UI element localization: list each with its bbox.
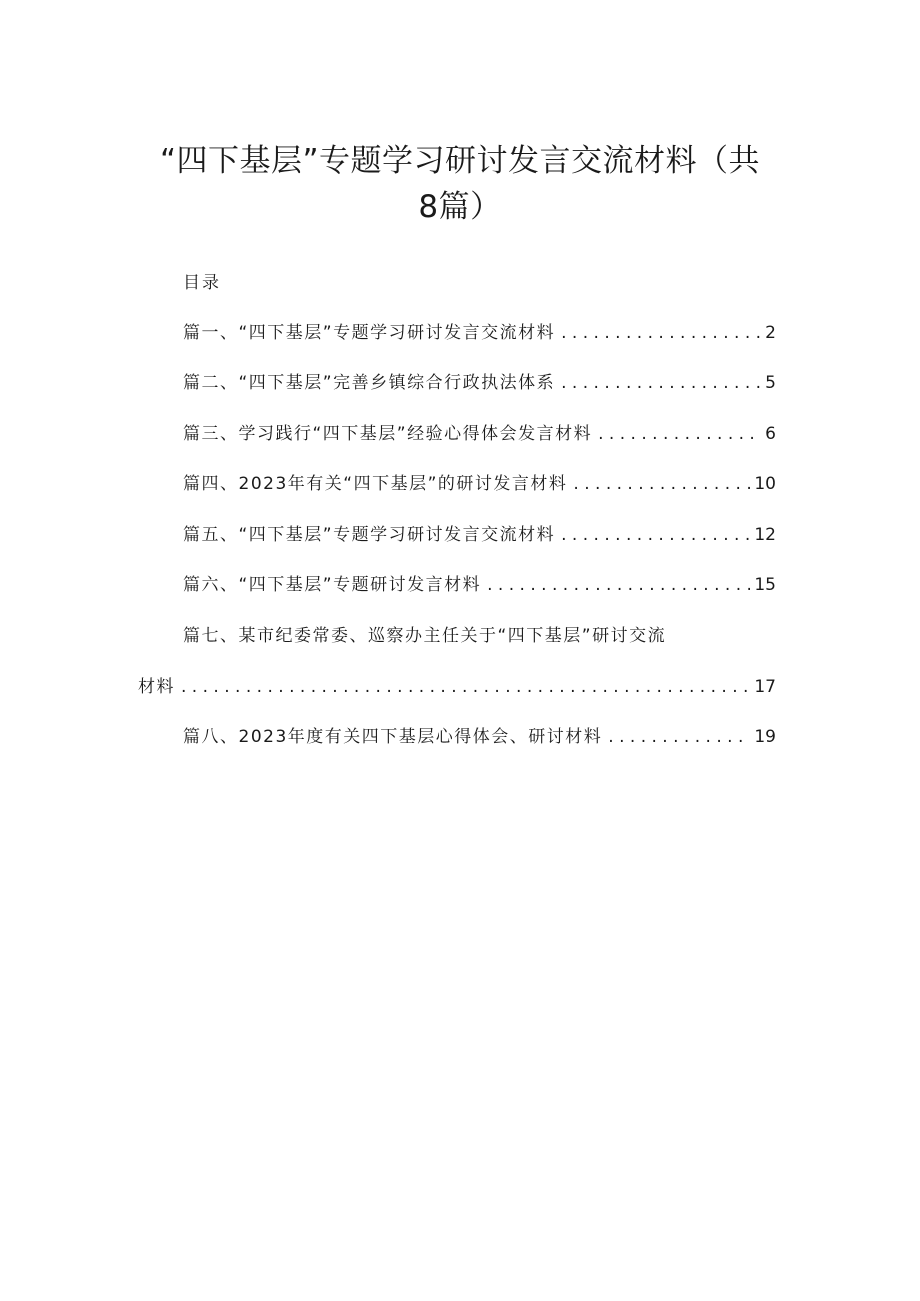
toc-page-number: 2 xyxy=(765,323,776,343)
toc-entry-label: 篇五、“四下基层”专题学习研讨发言交流材料 xyxy=(183,525,556,545)
toc-page-number: 19 xyxy=(754,727,776,747)
toc-entry-label: 篇三、学习践行“四下基层”经验心得体会发言材料 xyxy=(183,424,593,444)
toc-entry-label: 篇八、2023年度有关四下基层心得体会、研讨材料 xyxy=(183,727,603,747)
title-line-2: 8篇） xyxy=(418,189,502,225)
toc-entry-8[interactable] xyxy=(183,725,776,749)
toc-entry-label: 篇四、2023年有关“四下基层”的研讨发言材料 xyxy=(183,474,568,494)
toc-leader-dots xyxy=(487,573,750,597)
toc-entry-label: 材料 xyxy=(138,677,175,697)
toc-page-number: 15 xyxy=(754,575,776,595)
toc-entry-1[interactable] xyxy=(183,321,776,345)
toc-entry-2[interactable] xyxy=(183,371,776,395)
toc-entry-7[interactable] xyxy=(138,675,776,699)
toc-entry-3[interactable] xyxy=(183,422,776,446)
toc-entry-6[interactable] xyxy=(183,573,776,597)
document-title xyxy=(140,138,780,230)
toc-leader-dots xyxy=(608,725,750,749)
toc-page-number: 5 xyxy=(765,373,776,393)
toc-leader-dots xyxy=(561,523,750,547)
toc-entry-label: 篇七、某市纪委常委、巡察办主任关于“四下基层”研讨交流 xyxy=(183,626,667,646)
toc-heading: 目录 xyxy=(183,273,221,293)
toc-page-number: 12 xyxy=(754,525,776,545)
toc-page-number: 6 xyxy=(765,424,776,444)
toc-leader-dots xyxy=(573,472,750,496)
toc-entry-7-first-line[interactable] xyxy=(183,624,666,648)
toc-leader-dots xyxy=(561,371,761,395)
toc-page-number: 17 xyxy=(754,677,776,697)
toc-page-number: 10 xyxy=(754,474,776,494)
toc-entry-4[interactable] xyxy=(183,472,776,496)
toc-leader-dots xyxy=(598,422,761,446)
toc-entry-5[interactable] xyxy=(183,523,776,547)
toc-entry-label: 篇二、“四下基层”完善乡镇综合行政执法体系 xyxy=(183,373,556,393)
title-line-1: “四下基层”专题学习研讨发言交流材料（共 xyxy=(159,143,761,179)
toc-entry-label: 篇一、“四下基层”专题学习研讨发言交流材料 xyxy=(183,323,556,343)
toc-leader-dots xyxy=(561,321,761,345)
toc-entry-label: 篇六、“四下基层”专题研讨发言材料 xyxy=(183,575,482,595)
toc-leader-dots xyxy=(181,675,750,699)
